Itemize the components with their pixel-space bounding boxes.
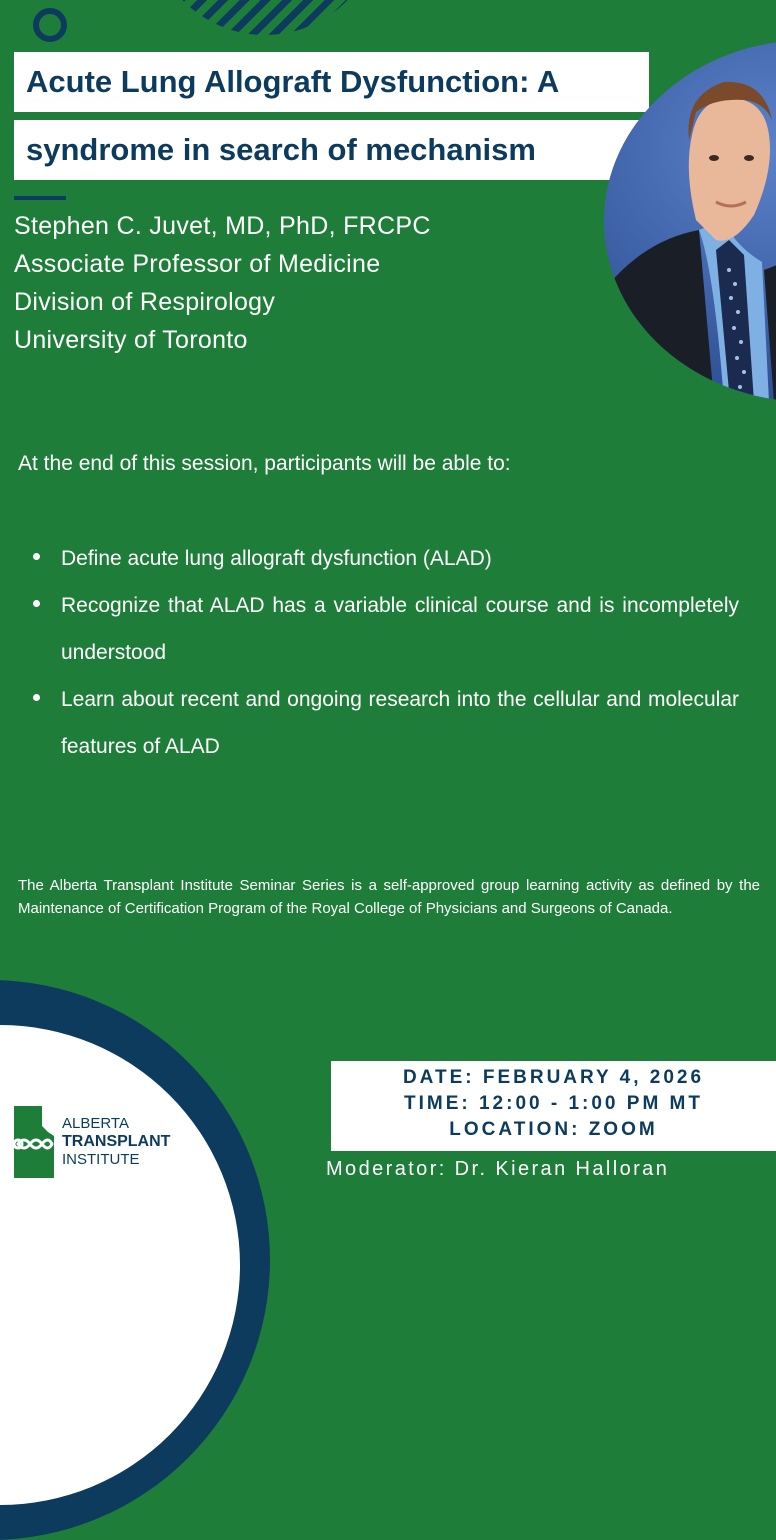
bullet-icon bbox=[33, 694, 40, 701]
institute-logo bbox=[8, 1106, 170, 1178]
speaker-block bbox=[14, 207, 431, 359]
objectives-intro: At the end of this session, participants will be able to: bbox=[18, 452, 511, 475]
event-date: DATE: FEBRUARY 4, 2026 bbox=[402, 1067, 705, 1088]
decorative-ring bbox=[33, 8, 67, 42]
speaker-position: Associate Professor of Medicine bbox=[14, 250, 381, 278]
alberta-map-logo-icon bbox=[8, 1106, 60, 1178]
logo-line-2: TRANSPLANT bbox=[62, 1133, 171, 1150]
bullet-icon bbox=[33, 600, 40, 607]
event-moderator: Moderator: Dr. Kieran Halloran bbox=[326, 1158, 670, 1180]
objectives-list bbox=[33, 535, 739, 770]
bullet-icon bbox=[33, 553, 40, 560]
speaker-division: Division of Respirology bbox=[14, 288, 276, 316]
title-line-2: syndrome in search of mechanism bbox=[14, 120, 654, 180]
list-item: Define acute lung allograft dysfunction (ALAD) bbox=[33, 535, 739, 582]
divider-dash bbox=[14, 196, 66, 200]
event-info-box bbox=[331, 1061, 776, 1151]
accreditation-note: The Alberta Transplant Institute Seminar Series is a self-approved group learning activity as defined by the Maintenance of Certification Program of the Royal College of Physicians and Surgeons of Canada. bbox=[18, 877, 760, 917]
event-location: LOCATION: ZOOM bbox=[449, 1119, 658, 1140]
logo-line-1: ALBERTA bbox=[62, 1115, 129, 1132]
list-item: Recognize that ALAD has a variable clinical course and is incompletely understood bbox=[33, 582, 739, 676]
logo-line-3: INSTITUTE bbox=[62, 1151, 140, 1168]
speaker-university: University of Toronto bbox=[14, 326, 248, 354]
title-line-1: Acute Lung Allograft Dysfunction: A bbox=[14, 52, 649, 112]
decorative-striped-semicircle bbox=[150, 0, 380, 35]
list-item: Learn about recent and ongoing research into the cellular and molecular features of ALAD bbox=[33, 676, 739, 770]
speaker-name: Stephen C. Juvet, MD, PhD, FRCPC bbox=[14, 212, 431, 240]
event-time: TIME: 12:00 - 1:00 PM MT bbox=[404, 1093, 703, 1114]
